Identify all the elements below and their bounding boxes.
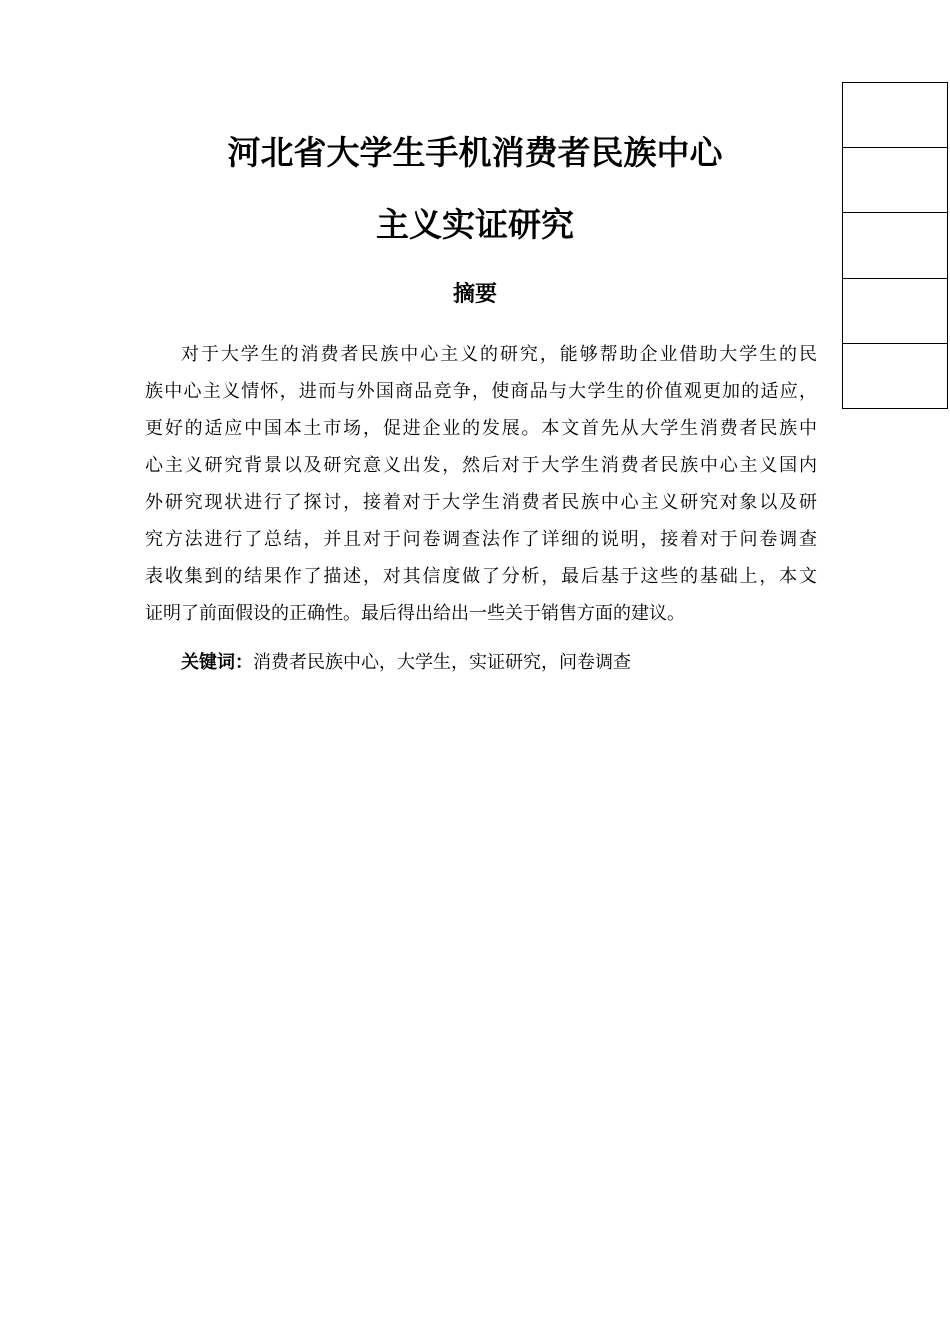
abstract-line: 外研究现状进行了探讨，接着对于大学生消费者民族中心主义研究对象以及研: [145, 492, 817, 513]
abstract-line: 证明了前面假设的正确性。最后得出给出一些关于销售方面的建议。: [145, 603, 685, 624]
margin-review-boxes: [842, 82, 948, 409]
abstract-body: [145, 336, 817, 632]
margin-box: [843, 344, 947, 408]
keywords: [181, 648, 631, 678]
keywords-label: 关键词：: [181, 652, 253, 673]
abstract-line: 更好的适应中国本土市场，促进企业的发展。本文首先从大学生消费者民族中: [145, 418, 817, 439]
abstract-line: 族中心主义情怀，进而与外国商品竞争，使商品与大学生的价值观更加的适应，: [145, 381, 817, 402]
paper-title-line-1: 河北省大学生手机消费者民族中心: [227, 133, 723, 172]
paper-title-line-2: 主义实证研究: [376, 205, 574, 244]
abstract-line: 表收集到的结果作了描述，对其信度做了分析，最后基于这些的基础上，本文: [145, 566, 817, 587]
abstract-line: 对于大学生的消费者民族中心主义的研究，能够帮助企业借助大学生的民: [181, 344, 817, 365]
abstract-heading: 摘要: [452, 282, 497, 307]
keywords-value: 消费者民族中心，大学生，实证研究，问卷调查: [253, 652, 631, 673]
abstract-line: 心主义研究背景以及研究意义出发，然后对于大学生消费者民族中心主义国内: [145, 455, 817, 476]
abstract-line: 究方法进行了总结，并且对于问卷调查法作了详细的说明，接着对于问卷调查: [145, 529, 817, 550]
